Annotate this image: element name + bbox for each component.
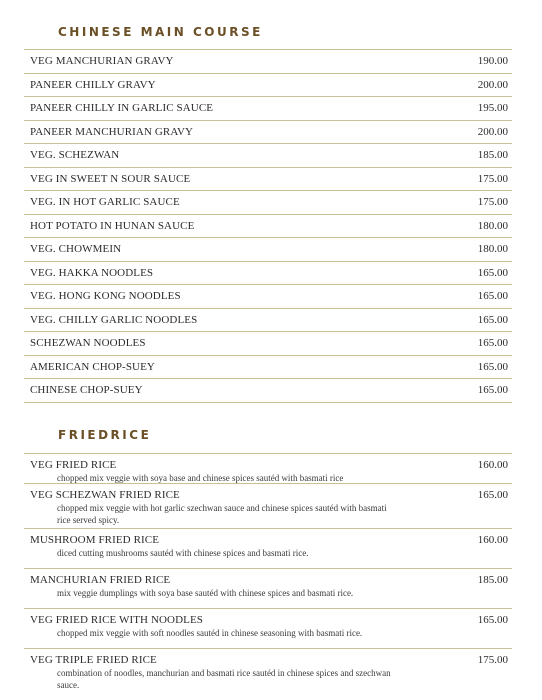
item-name: VEG IN SWEET N SOUR SAUCE [30,172,191,185]
item-description: chopped mix veggie with hot garlic szechwan sauce and chinese spices sautéd with basmati rice served spicy. [57,503,387,525]
menu-item [24,285,512,309]
item-name: PANEER CHILLY GRAVY [30,78,156,91]
item-name: MANCHURIAN FRIED RICE [30,574,171,586]
menu-item [24,262,512,286]
item-price: 165.00 [477,384,508,396]
menu-item [24,168,512,192]
item-price: 200.00 [477,78,508,91]
item-price: 165.00 [477,337,508,349]
item-price: 180.00 [477,243,508,255]
menu-item [24,50,512,74]
menu-item [24,191,512,215]
menu-item [24,569,512,609]
item-name: SCHEZWAN NOODLES [30,337,146,349]
menu-item [24,74,512,98]
chinese-main-course-list [24,49,512,403]
menu-item [24,356,512,380]
section-title-fried-rice: FRIEDRICE [58,428,152,442]
item-price: 190.00 [477,55,508,67]
menu-item [24,609,512,649]
item-description: chopped mix veggie with soya base and chinese spices sautéd with basmati rice [57,473,344,483]
item-name: CHINESE CHOP-SUEY [30,384,143,396]
menu-item [24,238,512,262]
item-price: 200.00 [477,125,508,138]
item-description: combination of noodles, manchurian and basmati rice sautéd in chinese spices and szechwan sauce. [57,668,391,690]
item-description: diced cutting mushrooms sautéd with chinese spices and basmati rice. [57,548,309,558]
item-price: 160.00 [477,459,508,471]
item-name: VEG. CHILLY GARLIC NOODLES [30,313,198,326]
item-name: VEG SCHEZWAN FRIED RICE [30,489,180,501]
menu-item [24,454,512,484]
item-description: chopped mix veggie with soft noodles sautéd in chinese seasoning with basmati rice. [57,628,363,638]
item-name: AMERICAN CHOP-SUEY [30,360,155,373]
menu-item [24,649,512,694]
item-name: MUSHROOM FRIED RICE [30,534,160,546]
item-price: 160.00 [477,534,508,546]
section-title-chinese-main-course: CHINESE MAIN COURSE [58,25,263,39]
item-description: mix veggie dumplings with soya base sautéd with chinese spices and basmati rice. [57,588,354,598]
item-name: HOT POTATO IN HUNAN SAUCE [30,219,195,232]
menu-item [24,215,512,239]
item-price: 185.00 [477,574,508,586]
menu-item [24,121,512,145]
menu-item [24,97,512,121]
item-price: 180.00 [477,219,508,232]
item-name: PANEER MANCHURIAN GRAVY [30,125,194,138]
fried-rice-list [24,453,512,694]
item-price: 165.00 [477,360,508,373]
item-price: 185.00 [477,149,508,161]
menu-item [24,332,512,356]
item-name: VEG. IN HOT GARLIC SAUCE [30,196,180,208]
item-price: 165.00 [477,290,508,302]
item-price: 175.00 [477,172,508,185]
item-name: VEG. CHOWMEIN [30,243,122,255]
item-name: VEG. HONG KONG NOODLES [30,290,181,302]
item-name: VEG FRIED RICE [30,459,117,471]
item-name: VEG. SCHEZWAN [30,149,120,161]
item-name: VEG MANCHURIAN GRAVY [30,55,174,67]
menu-item [24,379,512,403]
item-price: 165.00 [477,489,508,501]
menu-item [24,144,512,168]
item-price: 175.00 [477,196,508,208]
menu-item [24,529,512,569]
menu-item [24,484,512,529]
item-name: VEG FRIED RICE WITH NOODLES [30,614,203,626]
item-name: VEG TRIPLE FRIED RICE [30,654,157,666]
menu-item [24,309,512,333]
item-price: 175.00 [477,654,508,666]
item-name: PANEER CHILLY IN GARLIC SAUCE [30,102,214,114]
item-price: 195.00 [477,102,508,114]
item-price: 165.00 [477,266,508,279]
item-price: 165.00 [477,614,508,626]
item-price: 165.00 [477,313,508,326]
item-name: VEG. HAKKA NOODLES [30,266,154,279]
